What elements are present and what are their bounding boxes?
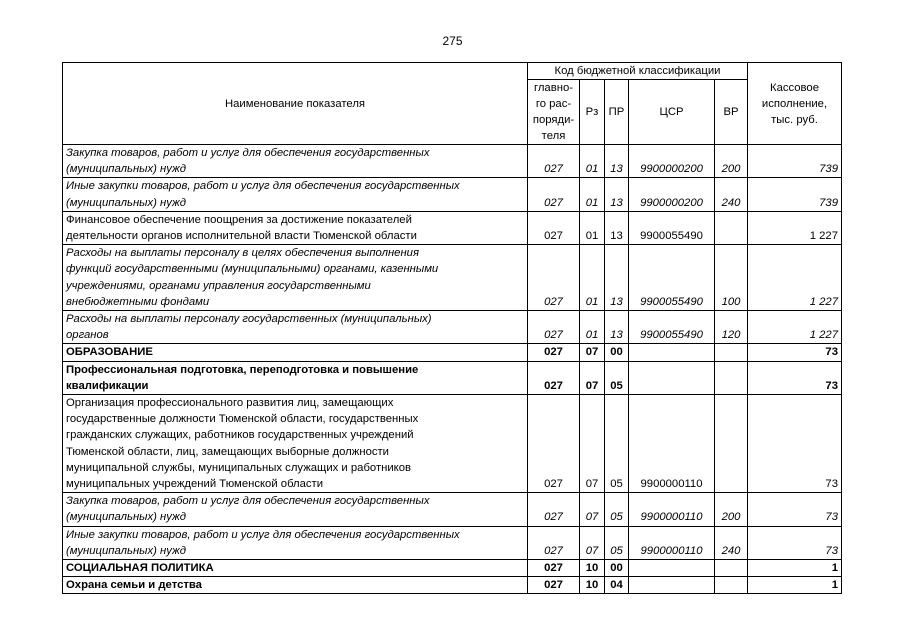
row-csr bbox=[629, 560, 715, 577]
row-vr: 200 bbox=[715, 493, 748, 526]
row-amount: 73 bbox=[748, 361, 842, 394]
row-csr: 9900000110 bbox=[629, 493, 715, 526]
row-vr bbox=[715, 395, 748, 493]
row-vr: 120 bbox=[715, 311, 748, 344]
row-vr bbox=[715, 560, 748, 577]
row-amount: 73 bbox=[748, 493, 842, 526]
table-row bbox=[63, 211, 842, 244]
table-row bbox=[63, 560, 842, 577]
row-pr: 05 bbox=[605, 493, 629, 526]
row-glava: 027 bbox=[528, 344, 580, 361]
row-vr bbox=[715, 344, 748, 361]
table-row bbox=[63, 178, 842, 211]
row-csr bbox=[629, 344, 715, 361]
row-pr: 13 bbox=[605, 245, 629, 311]
header-csr: ЦСР bbox=[629, 80, 715, 145]
row-csr: 9900000110 bbox=[629, 395, 715, 493]
row-glava: 027 bbox=[528, 560, 580, 577]
row-name: Иные закупки товаров, работ и услуг для обеспечения государственных (муниципальных) нужд bbox=[63, 526, 528, 559]
row-csr bbox=[629, 361, 715, 394]
row-rz: 01 bbox=[580, 211, 605, 244]
row-vr: 240 bbox=[715, 526, 748, 559]
row-rz: 07 bbox=[580, 493, 605, 526]
row-csr: 9900000200 bbox=[629, 178, 715, 211]
table-row bbox=[63, 361, 842, 394]
row-glava: 027 bbox=[528, 211, 580, 244]
row-pr: 05 bbox=[605, 361, 629, 394]
row-amount: 739 bbox=[748, 178, 842, 211]
page-number: 275 bbox=[442, 34, 463, 48]
row-pr: 05 bbox=[605, 526, 629, 559]
header-code-group: Код бюджетной классификации bbox=[528, 63, 748, 80]
row-pr: 00 bbox=[605, 344, 629, 361]
header-rz: Рз bbox=[580, 80, 605, 145]
row-pr: 05 bbox=[605, 395, 629, 493]
row-rz: 07 bbox=[580, 395, 605, 493]
row-amount: 1 bbox=[748, 577, 842, 594]
row-csr: 9900055490 bbox=[629, 311, 715, 344]
row-csr: 9900055490 bbox=[629, 245, 715, 311]
row-name: Финансовое обеспечение поощрения за достижение показателей деятельности органов исполнительной власти Тюменской области bbox=[63, 211, 528, 244]
row-amount: 1 227 bbox=[748, 211, 842, 244]
row-csr: 9900055490 bbox=[629, 211, 715, 244]
row-glava: 027 bbox=[528, 395, 580, 493]
row-pr: 13 bbox=[605, 178, 629, 211]
row-amount: 73 bbox=[748, 344, 842, 361]
row-rz: 01 bbox=[580, 245, 605, 311]
row-name: Иные закупки товаров, работ и услуг для обеспечения государственных (муниципальных) нужд bbox=[63, 178, 528, 211]
row-amount: 73 bbox=[748, 395, 842, 493]
row-csr: 9900000110 bbox=[629, 526, 715, 559]
row-name: Закупка товаров, работ и услуг для обеспечения государственных (муниципальных) нужд bbox=[63, 145, 528, 178]
row-rz: 01 bbox=[580, 145, 605, 178]
row-name: Организация профессионального развития лиц, замещающих государственные должности Тюменской области, государственных гражданских служащих, работников государственных учреждений Тюменской области, лиц, замещающих выборные должности муниципальной службы, муниципальных служащих и работников муниципальных учреждений Тюменской области bbox=[63, 395, 528, 493]
row-rz: 10 bbox=[580, 560, 605, 577]
row-glava: 027 bbox=[528, 145, 580, 178]
table-row bbox=[63, 311, 842, 344]
row-pr: 13 bbox=[605, 311, 629, 344]
row-rz: 10 bbox=[580, 577, 605, 594]
row-rz: 07 bbox=[580, 526, 605, 559]
row-glava: 027 bbox=[528, 178, 580, 211]
row-glava: 027 bbox=[528, 577, 580, 594]
table-row bbox=[63, 395, 842, 493]
row-amount: 1 227 bbox=[748, 245, 842, 311]
row-name: ОБРАЗОВАНИЕ bbox=[63, 344, 528, 361]
header-vr: ВР bbox=[715, 80, 748, 145]
row-pr: 04 bbox=[605, 577, 629, 594]
row-glava: 027 bbox=[528, 311, 580, 344]
table-body bbox=[63, 145, 842, 594]
row-vr bbox=[715, 577, 748, 594]
row-glava: 027 bbox=[528, 245, 580, 311]
row-amount: 739 bbox=[748, 145, 842, 178]
row-amount: 73 bbox=[748, 526, 842, 559]
row-glava: 027 bbox=[528, 526, 580, 559]
row-pr: 00 bbox=[605, 560, 629, 577]
header-name: Наименование показателя bbox=[63, 63, 528, 145]
table-row bbox=[63, 344, 842, 361]
row-vr: 240 bbox=[715, 178, 748, 211]
row-name: Профессиональная подготовка, переподготовка и повышение квалификации bbox=[63, 361, 528, 394]
row-pr: 13 bbox=[605, 145, 629, 178]
row-vr: 200 bbox=[715, 145, 748, 178]
row-vr bbox=[715, 211, 748, 244]
row-name: Охрана семьи и детства bbox=[63, 577, 528, 594]
row-amount: 1 227 bbox=[748, 311, 842, 344]
row-glava: 027 bbox=[528, 493, 580, 526]
header-amount: Кассовое исполнение, тыс. руб. bbox=[748, 63, 842, 145]
row-name: СОЦИАЛЬНАЯ ПОЛИТИКА bbox=[63, 560, 528, 577]
header-pr: ПР bbox=[605, 80, 629, 145]
row-pr: 13 bbox=[605, 211, 629, 244]
table-row bbox=[63, 245, 842, 311]
table-row bbox=[63, 577, 842, 594]
row-vr: 100 bbox=[715, 245, 748, 311]
row-csr: 9900000200 bbox=[629, 145, 715, 178]
table-row bbox=[63, 145, 842, 178]
row-name: Расходы на выплаты персоналу государственных (муниципальных) органов bbox=[63, 311, 528, 344]
row-rz: 01 bbox=[580, 311, 605, 344]
row-rz: 07 bbox=[580, 344, 605, 361]
row-vr bbox=[715, 361, 748, 394]
row-name: Закупка товаров, работ и услуг для обеспечения государственных (муниципальных) нужд bbox=[63, 493, 528, 526]
header-glava: главно- го рас- поряди- теля bbox=[528, 80, 580, 145]
table-row bbox=[63, 493, 842, 526]
row-csr bbox=[629, 577, 715, 594]
row-amount: 1 bbox=[748, 560, 842, 577]
table-row bbox=[63, 526, 842, 559]
row-rz: 01 bbox=[580, 178, 605, 211]
row-rz: 07 bbox=[580, 361, 605, 394]
row-name: Расходы на выплаты персоналу в целях обеспечения выполнения функций государственными (муниципальными) органами, казенными учреждениями, органами управления государственными внебюджетными фондами bbox=[63, 245, 528, 311]
budget-table bbox=[62, 62, 842, 594]
row-glava: 027 bbox=[528, 361, 580, 394]
